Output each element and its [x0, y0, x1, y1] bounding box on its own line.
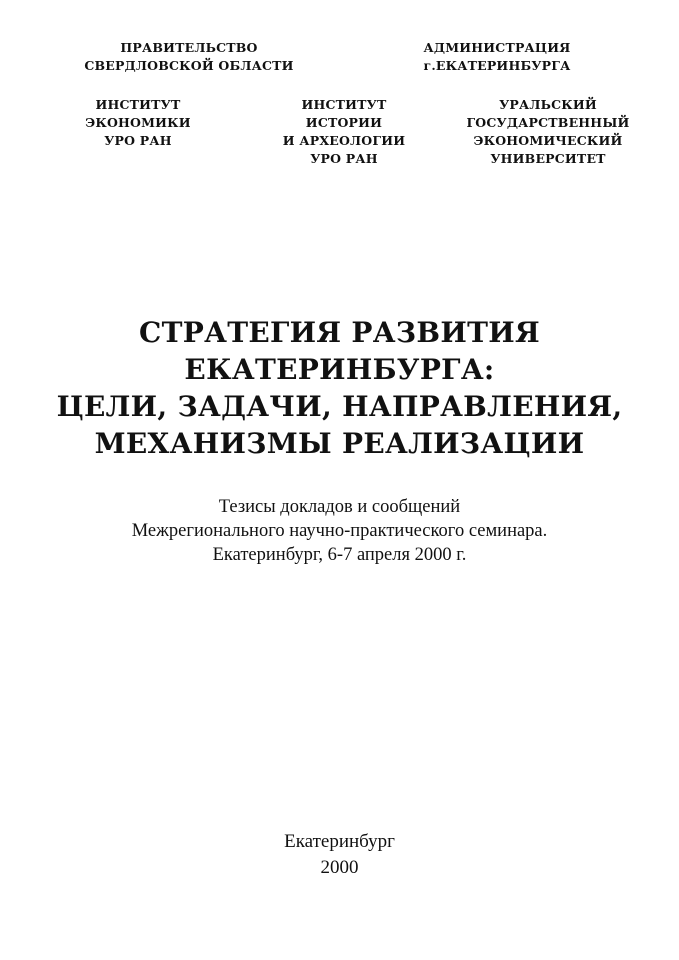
- subtitle-line: Тезисы докладов и сообщений: [218, 497, 461, 517]
- document-title: [0, 314, 679, 462]
- title-line: ЦЕЛИ, ЗАДАЧИ, НАПРАВЛЕНИЯ,: [56, 390, 623, 423]
- org-government: [84, 39, 293, 75]
- org-institute-economics-line: ЭКОНОМИКИ: [85, 115, 191, 130]
- org-administration-line: г.ЕКАТЕРИНБУРГА: [423, 58, 571, 73]
- title-line: СТРАТЕГИЯ РАЗВИТИЯ: [139, 316, 540, 349]
- org-administration: [424, 39, 571, 75]
- org-institute-economics-line: УРО РАН: [104, 133, 172, 148]
- org-institute-history: [283, 96, 405, 168]
- imprint-year: 2000: [320, 857, 359, 878]
- subtitle-line: Межрегионального научно-практического семинара.: [131, 521, 548, 541]
- imprint: [0, 829, 679, 881]
- title-line: ЕКАТЕРИНБУРГА:: [184, 353, 495, 386]
- org-government-line: СВЕРДЛОВСКОЙ ОБЛАСТИ: [84, 58, 294, 73]
- org-institute-history-line: ИСТОРИИ: [305, 115, 383, 130]
- org-administration-line: АДМИНИСТРАЦИЯ: [423, 40, 571, 55]
- org-university-line: ЭКОНОМИЧЕСКИЙ: [473, 133, 623, 148]
- subtitle-line: Екатеринбург, 6-7 апреля 2000 г.: [212, 545, 467, 565]
- org-institute-history-line: ИНСТИТУТ: [301, 97, 387, 112]
- org-institute-history-line: УРО РАН: [310, 151, 378, 166]
- org-university-line: ГОСУДАРСТВЕННЫЙ: [466, 115, 630, 130]
- org-institute-economics-line: ИНСТИТУТ: [95, 97, 181, 112]
- org-institute-history-line: И АРХЕОЛОГИИ: [282, 133, 406, 148]
- title-line: МЕХАНИЗМЫ РЕАЛИЗАЦИИ: [94, 427, 585, 460]
- org-university-line: УРАЛЬСКИЙ: [499, 97, 597, 112]
- org-government-line: ПРАВИТЕЛЬСТВО: [120, 40, 258, 55]
- document-subtitle: [0, 495, 679, 567]
- org-institute-economics: [85, 96, 191, 150]
- imprint-city: Екатеринбург: [284, 831, 395, 852]
- org-university-line: УНИВЕРСИТЕТ: [490, 151, 606, 166]
- org-university: [466, 96, 629, 168]
